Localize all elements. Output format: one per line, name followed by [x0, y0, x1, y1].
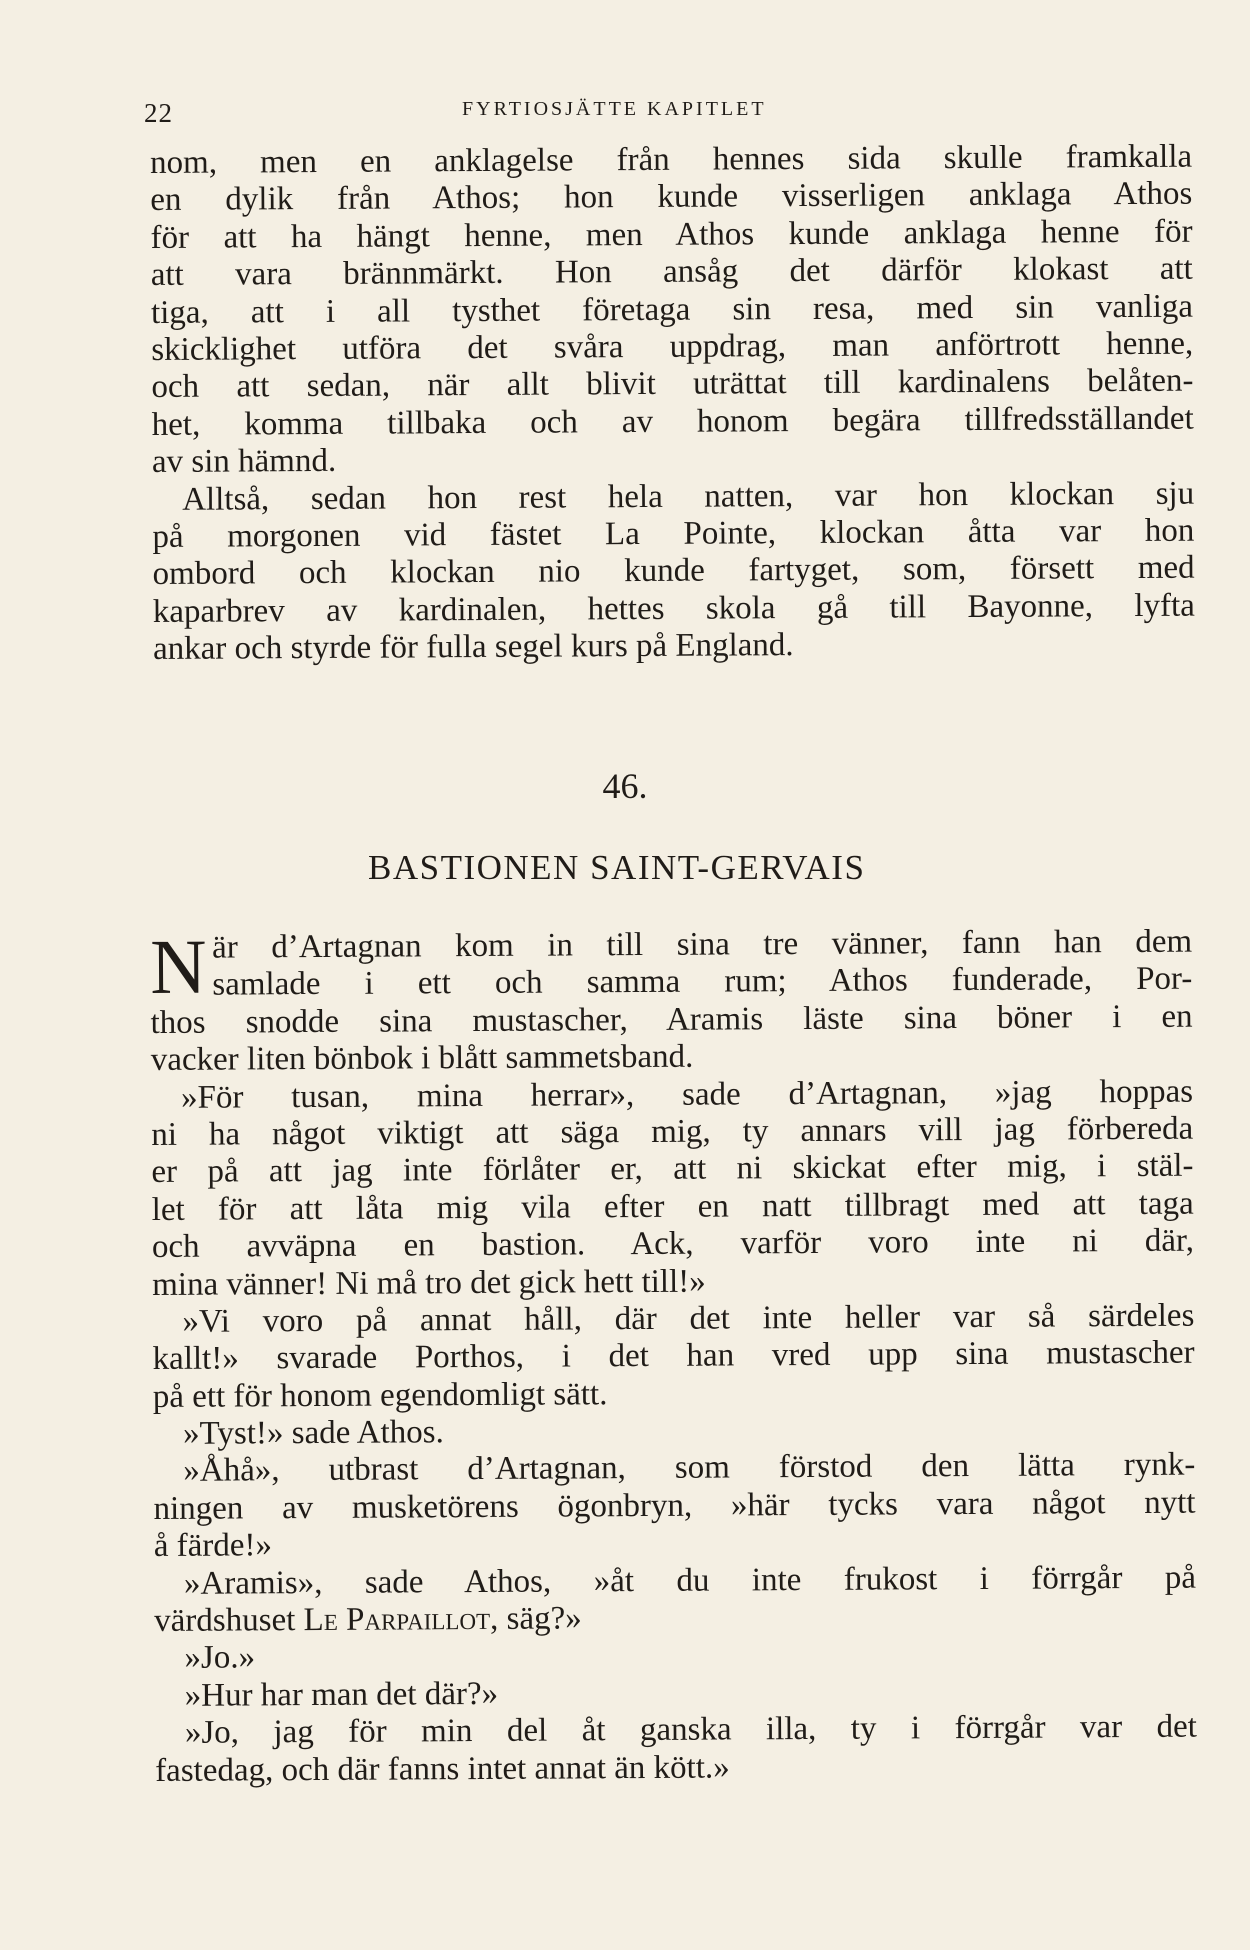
text-line: »Jo.» [184, 1639, 256, 1677]
text-line: ombord och klockan nio kunde fartyget, som, försett med [152, 549, 1195, 593]
text-line: å färde!» [153, 1527, 273, 1565]
text-line: ni ha något viktigt att säga mig, ty annars vill jag förbereda [151, 1110, 1194, 1153]
text-line: er på att jag inte förlåter er, att ni skickat efter mig, i stäl- [151, 1147, 1194, 1191]
text-line: vacker liten bönbok i blått sammetsband. [150, 1038, 694, 1079]
text-line: »Aramis», sade Athos, »åt du inte frukost i förrgår på [183, 1559, 1197, 1602]
text-line: kaparbrev av kardinalen, hettes skola gå till Bayonne, lyfta [152, 587, 1195, 630]
text-line: Alltså, sedan hon rest hela natten, var hon klockan sju [182, 475, 1195, 518]
page-number: 22 [144, 98, 173, 128]
text-line: »Åhå», utbrast d’Artagnan, som förstod den lätta rynk- [183, 1447, 1196, 1490]
text-line: på ett för honom egendomligt sätt. [152, 1375, 608, 1415]
text-line: och avväpna en bastion. Ack, varför voro inte ni där, [151, 1222, 1195, 1266]
text-line [154, 1597, 1196, 1641]
text-line: »Hur har man det där?» [184, 1675, 499, 1714]
chapter-body [150, 924, 1197, 1790]
text-line: kallt!» svarade Porthos, i det han vred upp sina mustascher [152, 1334, 1195, 1378]
text-line: skicklighet utföra det svåra uppdrag, man anförtrott henne, [151, 325, 1194, 368]
text-line: »Jo, jag för min del åt ganska illa, ty i förrgår var det [184, 1708, 1197, 1752]
text-line: på morgonen vid fästet La Pointe, klockan åtta var hon [152, 512, 1195, 555]
text-line: samlade i ett och samma rum; Athos funderade, Por- [212, 961, 1193, 1004]
text-line: mina vänner! Ni må tro det gick hett till!» [152, 1263, 706, 1303]
chapter-number: 46. [602, 766, 648, 806]
inn-line-end: , säg?» [489, 1600, 582, 1637]
chapter-title: BASTIONEN SAINT-GERVAIS [368, 848, 866, 887]
first-line-text: är d’Artagnan kom in till sina tre vänner, fann han dem [211, 923, 1193, 966]
text-line: en dylik från Athos; hon kunde visserligen anklaga Athos [150, 176, 1193, 219]
text-line: ankar och styrde för fulla segel kurs på England. [152, 627, 794, 668]
text-line: och att sedan, när allt blivit uträttat till kardinalens belåten- [151, 362, 1194, 406]
text-line: fastedag, och där fanns intet annat än kött.» [155, 1749, 730, 1789]
text-line: thos snodde sina mustascher, Aramis läste sina böner i en [150, 998, 1193, 1041]
text-line: ningen av musketörens ögonbryn, »här tycks vara något nytt [153, 1484, 1196, 1527]
text-line: »För tusan, mina herrar», sade d’Artagnan, »jag hoppas [180, 1073, 1194, 1116]
text-line: för att ha hängt henne, men Athos kunde anklaga henne för [150, 213, 1193, 256]
text-line: att vara brännmärkt. Hon ansåg det därför klokast att [150, 250, 1193, 294]
text-line: het, komma tillbaka och av honom begära tillfredsställandet [151, 400, 1194, 443]
top-paragraphs [150, 139, 1195, 669]
text-line: »Tyst!» sade Athos. [182, 1414, 444, 1452]
running-title: FYRTIOSJÄTTE KAPITLET [462, 98, 767, 120]
text-line: »Vi voro på annat håll, där det inte heller var så särdeles [182, 1297, 1195, 1340]
text-line: let för att låta mig vila efter en natt tillbragt med att taga [151, 1185, 1194, 1228]
text-line: tiga, att i all tysthet företaga sin resa, med sin vanliga [150, 288, 1194, 331]
drop-cap: N [149, 922, 207, 1010]
text-line: av sin hämnd. [151, 442, 337, 481]
inn-name: Le Parpaillot [303, 1600, 491, 1639]
inn-line-start: värdshuset [154, 1602, 296, 1640]
text-line: nom, men en anklagelse från hennes sida skulle framkalla [150, 138, 1193, 181]
